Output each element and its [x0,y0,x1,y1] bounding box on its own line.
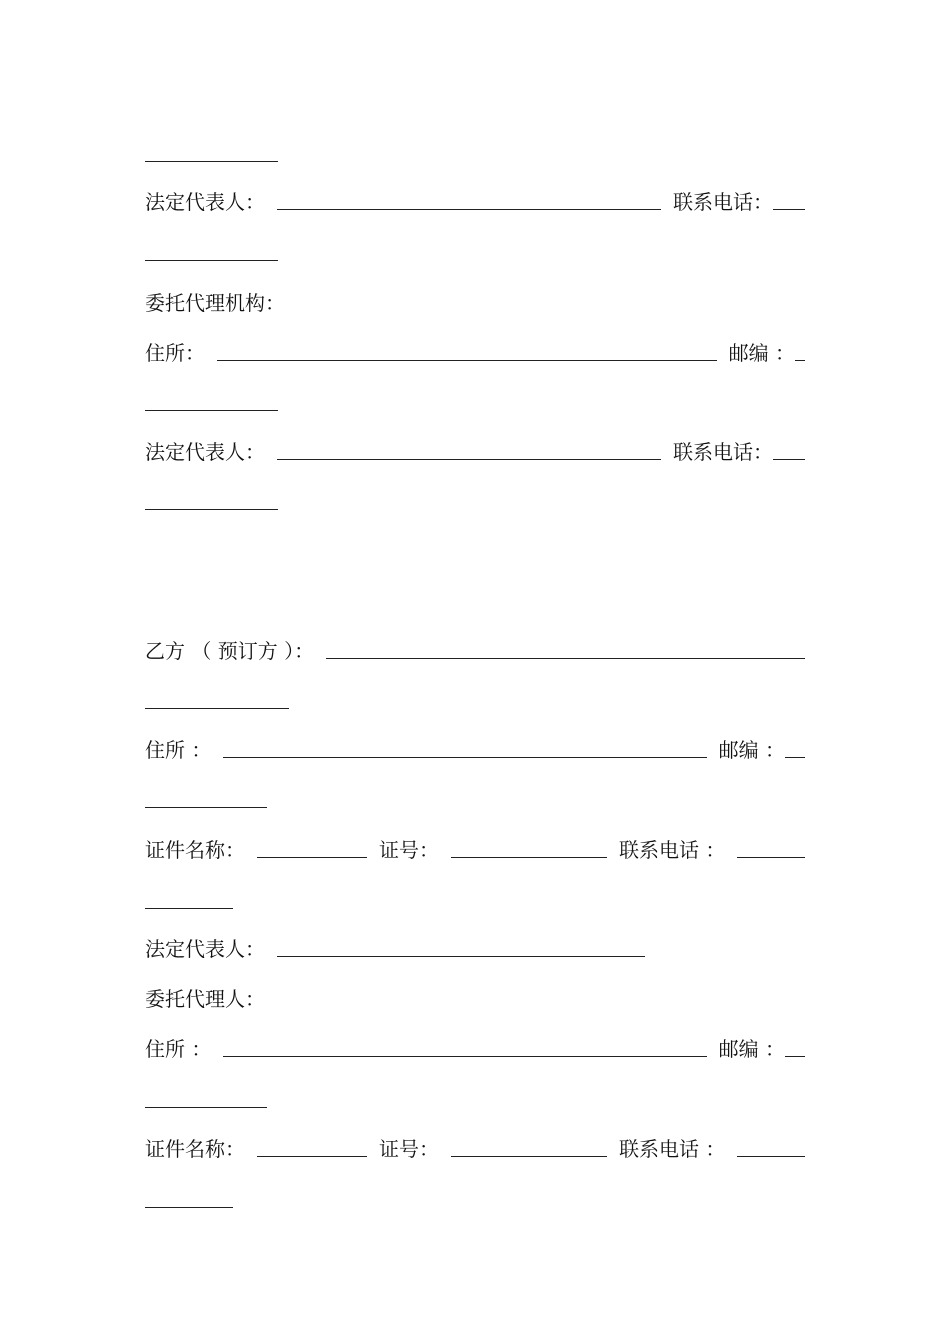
agency-phone-label: 联系电话： [673,440,773,464]
legal-rep-field[interactable] [277,208,661,210]
agent-id-no-field[interactable] [451,1155,607,1157]
address-row [145,337,805,365]
legal-rep-label: 法定代表人： [145,190,265,214]
party-b-address-row [145,734,805,762]
agent-postcode-continuation [145,1106,267,1108]
party-b-row [145,635,805,663]
address-field[interactable] [217,359,717,361]
agent-id-name-label: 证件名称： [145,1137,245,1161]
agency-row [145,287,805,315]
agency-legal-rep-field[interactable] [277,458,661,460]
postcode-label: 邮编 ： [728,341,795,365]
id-name-label: 证件名称： [145,838,245,862]
party-b-title: 乙方 （ 预订方 ）： [145,639,315,663]
agent-id-name-field[interactable] [257,1155,367,1157]
agency-legal-rep-row [145,436,805,464]
agent-label: 委托代理人： [145,987,265,1011]
agency-legal-rep-label: 法定代表人： [145,440,265,464]
agent-phone-label: 联系电话 ： [619,1137,726,1161]
agent-address-row [145,1033,805,1061]
id-no-field[interactable] [451,856,607,858]
phone-field[interactable] [773,209,805,210]
party-b-postcode-continuation [145,806,267,808]
agent-postcode-label: 邮编 ： [718,1037,785,1061]
agent-phone-continuation [145,1206,233,1208]
party-b-postcode-field[interactable] [785,757,805,758]
phone-field-continuation [145,259,278,261]
agency-phone-field[interactable] [773,459,805,460]
party-b-id-row [145,834,805,862]
party-b-address-field[interactable] [223,756,706,758]
party-b-legal-rep-row [145,933,805,961]
postcode-field[interactable] [795,360,805,361]
party-b-name-continuation [145,707,289,709]
agent-address-field[interactable] [223,1055,706,1057]
postcode-field-continuation [145,409,278,411]
underline-continuation [145,160,278,162]
party-b-phone-label: 联系电话 ： [619,838,726,862]
agency-label: 委托代理机构： [145,291,285,315]
agent-id-no-label: 证号： [379,1137,439,1161]
agency-phone-continuation [145,508,278,510]
address-label: 住所： [145,341,205,365]
phone-label: 联系电话： [673,190,773,214]
agent-phone-field[interactable] [737,1155,805,1157]
agent-id-row [145,1133,805,1161]
party-b-name-field[interactable] [326,657,805,659]
agent-address-label: 住所 ： [145,1037,212,1061]
party-b-legal-rep-field[interactable] [277,955,645,957]
party-b-legal-rep-label: 法定代表人： [145,937,265,961]
agent-postcode-field[interactable] [785,1056,805,1057]
agent-row [145,983,805,1011]
party-b-phone-continuation [145,907,233,909]
party-b-phone-field[interactable] [737,856,805,858]
party-b-address-label: 住所 ： [145,738,212,762]
legal-rep-row [145,186,805,214]
id-name-field[interactable] [257,856,367,858]
id-no-label: 证号： [379,838,439,862]
party-b-postcode-label: 邮编 ： [718,738,785,762]
